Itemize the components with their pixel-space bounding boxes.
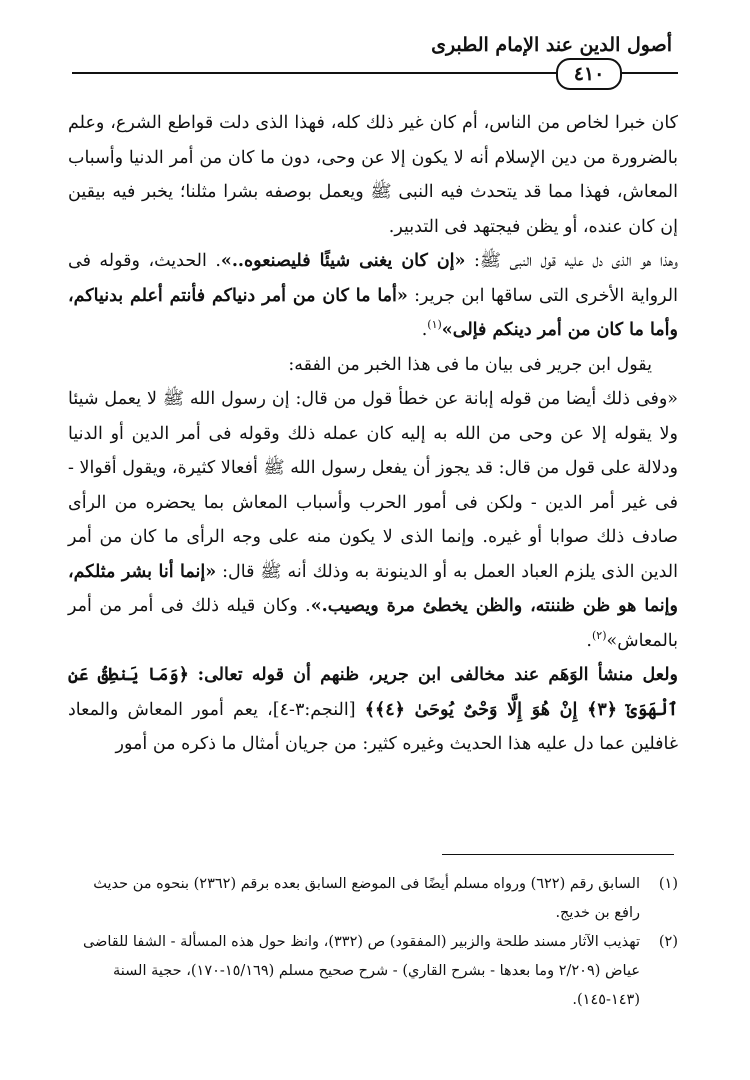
paragraph-1 [68, 106, 678, 244]
footnote-2-text: تهذيب الآثار مسند طلحة والزبير (المفقود) ص (٣٣٢)، وانظ حول هذه المسألة - الشفا للقاضى عياض (٢/٢٠٩ وما بعدها - بشرح القاري) - شرح صحيح مسلم (١٥/١٦٩-١٧٠)، حجية السنة (١٤٣-١٤٥). [82, 934, 640, 1008]
footnote-2-number: (٢) [658, 934, 678, 950]
paragraph-5-rest: [النجم:٣-٤]، يعم أمور المعاش والمعاد غافلين عما دل عليه هذا الحديث وغيره كثير: من جريان أمثال ما ذكره من أمور [68, 699, 678, 754]
footnote-ref-1[interactable]: (١) [427, 318, 442, 332]
footnotes [66, 870, 678, 1015]
footnote-ref-2[interactable]: (٢) [591, 628, 607, 642]
hadith-quote-2: «أما ما كان من أمر دنياكم فأنتم أعلم بدنياكم، وأما ما كان من أمر دينكم فإلى» [68, 285, 678, 340]
footnote-separator [442, 854, 674, 855]
paragraph-4-text: «وفى ذلك أيضا من قوله إبانة عن خطأ قول من قال: إن رسول الله ﷺ لا يعمل شيئا ولا يقوله إلا عن وحى من الله به إليه كان عمله ذلك وقوله فى أمر الدين أو الدنيا ودلالة على قول من قال: قد يجوز أن يفعل رسول الله ﷺ أفعالا كثيرة، ويقول أقوالا - فى غير أمر الدين - ولكن فى أمور الحرب وأسباب المعاش بما يحضره من الرأى صادف ذلك صوابا أو غيره. وإنما الذى لا يكون منه على وجه الرأى ما كان من أمر الدين الذى يلزم العباد العمل به أو الدينونة به وذلك أنه ﷺ قال: [68, 389, 678, 582]
paragraph-3-text: يقول ابن جرير فى بيان ما فى هذا الخبر من الفقه: [288, 354, 652, 375]
body-text [68, 106, 678, 762]
paragraph-2-lead: وهذا هو الذى دل عليه قول النبى ﷺ: [473, 251, 678, 271]
paragraph-4 [68, 382, 678, 658]
footnote-2 [66, 928, 678, 1015]
paragraph-3 [68, 348, 678, 383]
paragraph-1-text: كان خبرا لخاص من الناس، أم كان غير ذلك كله، فهذا الذى دلت قواطع الشرع، وعلم بالضرورة من دين الإسلام أنه لا يكون إلا عن وحى، دون ما كان من أمر الدنيا وأسباب المعاش، فهذا مما قد يتحدث فيه النبى ﷺ ويعمل بوصفه بشرا مثلنا؛ يخبر فيه بيقين إن كان عنده، أو يظن فيجتهد فى التدبير. [68, 113, 678, 237]
paragraph-4-end: . [586, 630, 592, 651]
quran-verse: ﴿وَمَا يَنطِقُ عَنِ ٱلْهَوَىٰٓ ﴿٣﴾ إِنْ هُوَ إِلَّا وَحْىٌ يُوحَىٰ ﴿٤﴾﴾ [68, 665, 678, 720]
footnote-1-text: السابق رقم (٦٢٢) ورواه مسلم أيضًا فى الموضع السابق بعده برقم (٢٣٦٢) بنحوه من حديث رافع بن خديج. [93, 876, 640, 921]
page-number: ٤١٠ [556, 58, 622, 90]
paragraph-2-end: . [421, 320, 428, 340]
paragraph-5 [68, 658, 678, 762]
paragraph-2 [68, 244, 678, 348]
running-title: أصول الدين عند الإمام الطبرى [431, 34, 672, 56]
hadith-quote-1: «إن كان يغنى شيئًا فليصنعوه..» [220, 251, 466, 271]
paragraph-4-tail: . وكان قيله ذلك فى أمر من أمر بالمعاش» [68, 596, 678, 651]
paragraph-2-mid: . الحديث، وقوله فى الرواية الأخرى التى ساقها ابن جرير: [68, 251, 678, 306]
paragraph-5-lead: ولعل منشأ الوَهَم عند مخالفى ابن جرير، ظنهم أن قوله تعالى: [197, 665, 678, 685]
hadith-quote-3: «إنما أنا بشر مثلكم، وإنما هو ظن ظننته، والظن يخطئ مرة ويصيب.» [68, 561, 678, 616]
footnote-1-number: (١) [658, 876, 678, 892]
footnote-1 [66, 870, 678, 928]
